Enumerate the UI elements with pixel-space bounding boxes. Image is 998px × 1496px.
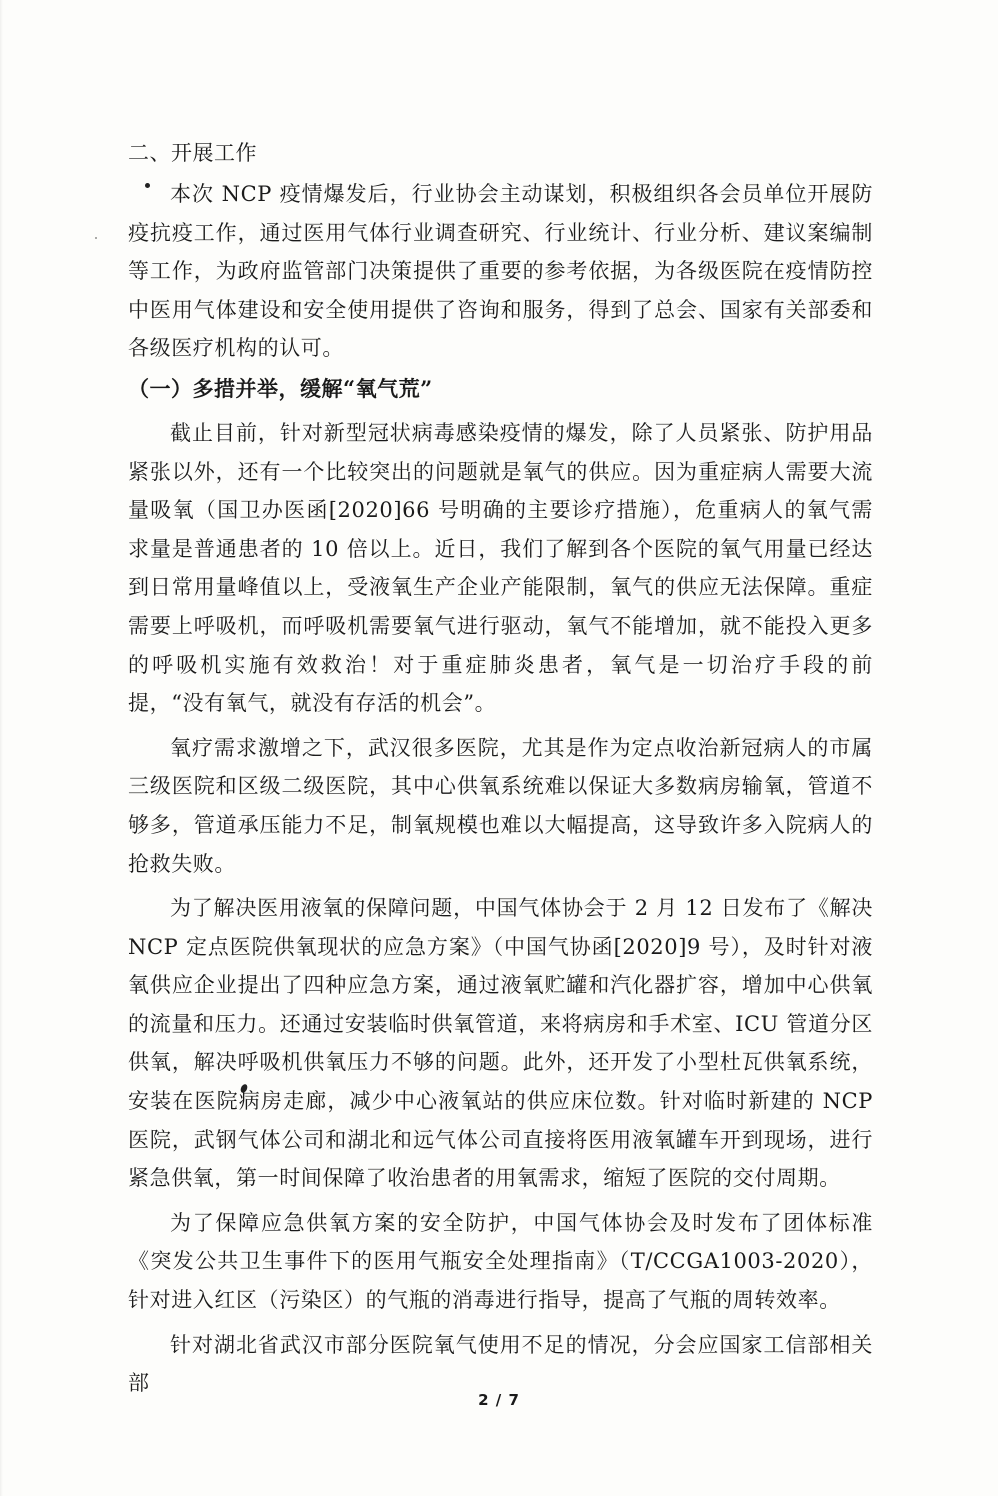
scan-edge bbox=[0, 0, 3, 1496]
paragraph: 针对湖北省武汉市部分医院氧气使用不足的情况，分会应国家工信部相关部 bbox=[128, 1332, 873, 1396]
page-number: 2 / 7 bbox=[478, 1391, 520, 1409]
paragraph: 为了解决医用液氧的保障问题，中国气体协会于 2 月 12 日发布了《解决 NCP 定点医院供氧现状的应急方案》（中国气协函[2020]9 号），及时针对液氧供应企业提出了四种应急方案，通过液氧贮罐和汽化器扩容，增加中心供氧的流量和压力。还通过安装临时供氧管道，来将病房和手术室、ICU 管道分区供氧，解决呼吸机供氧压力不够的问题。此外，还开发了小型杜瓦供氧系统，安装在医院病房走廊，减少中心液氧站的供应床位数。针对临时新建的 NCP 医院，武钢气体公司和湖北和远气体公司直接将医用液氧罐车开到现场，进行紧急供氧，第一时间保障了收治患者的用氧需求，缩短了医院的交付周期。 bbox=[128, 896, 873, 1191]
section-title: 二、开展工作 bbox=[128, 141, 257, 165]
paragraph: 截止目前，针对新型冠状病毒感染疫情的爆发，除了人员紧张、防护用品紧张以外，还有一个比较突出的问题就是氧气的供应。因为重症病人需要大流量吸氧（国卫办医函[2020]66 号明确的主要诊疗措施），危重病人的氧气需求量是普通患者的 10 倍以上。近日，我们了解到各个医院的氧气用量已经达到日常用量峰值以上，受液氧生产企业产能限制，氧气的供应无法保障。重症需要上呼吸机，而呼吸机需要氧气进行驱动，氧气不能增加，就不能投入更多的呼吸机实施有效救治！对于重症肺炎患者，氧气是一切治疗手段的前提，“没有氧气，就没有存活的机会”。 bbox=[128, 420, 873, 716]
subsection-title: （一）多措并举，缓解“氧气荒” bbox=[128, 375, 433, 401]
document-body bbox=[128, 136, 873, 1403]
paragraph: 氧疗需求激增之下，武汉很多医院，尤其是作为定点收治新冠病人的市属三级医院和区级二级医院，其中心供氧系统难以保证大多数病房输氧，管道不够多，管道承压能力不足，制氧规模也难以大幅提高，这导致许多入院病人的抢救失败。 bbox=[128, 735, 873, 876]
paragraph-intro: 本次 NCP 疫情爆发后，行业协会主动谋划，积极组织各会员单位开展防疫抗疫工作，通过医用气体行业调查研究、行业统计、行业分析、建议案编制等工作，为政府监管部门决策提供了重要的参考依据，为各级医院在疫情防控中医用气体建设和安全使用提供了咨询和服务，得到了总会、国家有关部委和各级医疗机构的认可。 bbox=[128, 182, 873, 361]
scan-speck bbox=[95, 237, 97, 239]
paragraph: 为了保障应急供氧方案的安全防护，中国气体协会及时发布了团体标准《突发公共卫生事件下的医用气瓶安全处理指南》（T/CCGA1003-2020），针对进入红区（污染区）的气瓶的消毒进行指导，提高了气瓶的周转效率。 bbox=[128, 1210, 873, 1313]
